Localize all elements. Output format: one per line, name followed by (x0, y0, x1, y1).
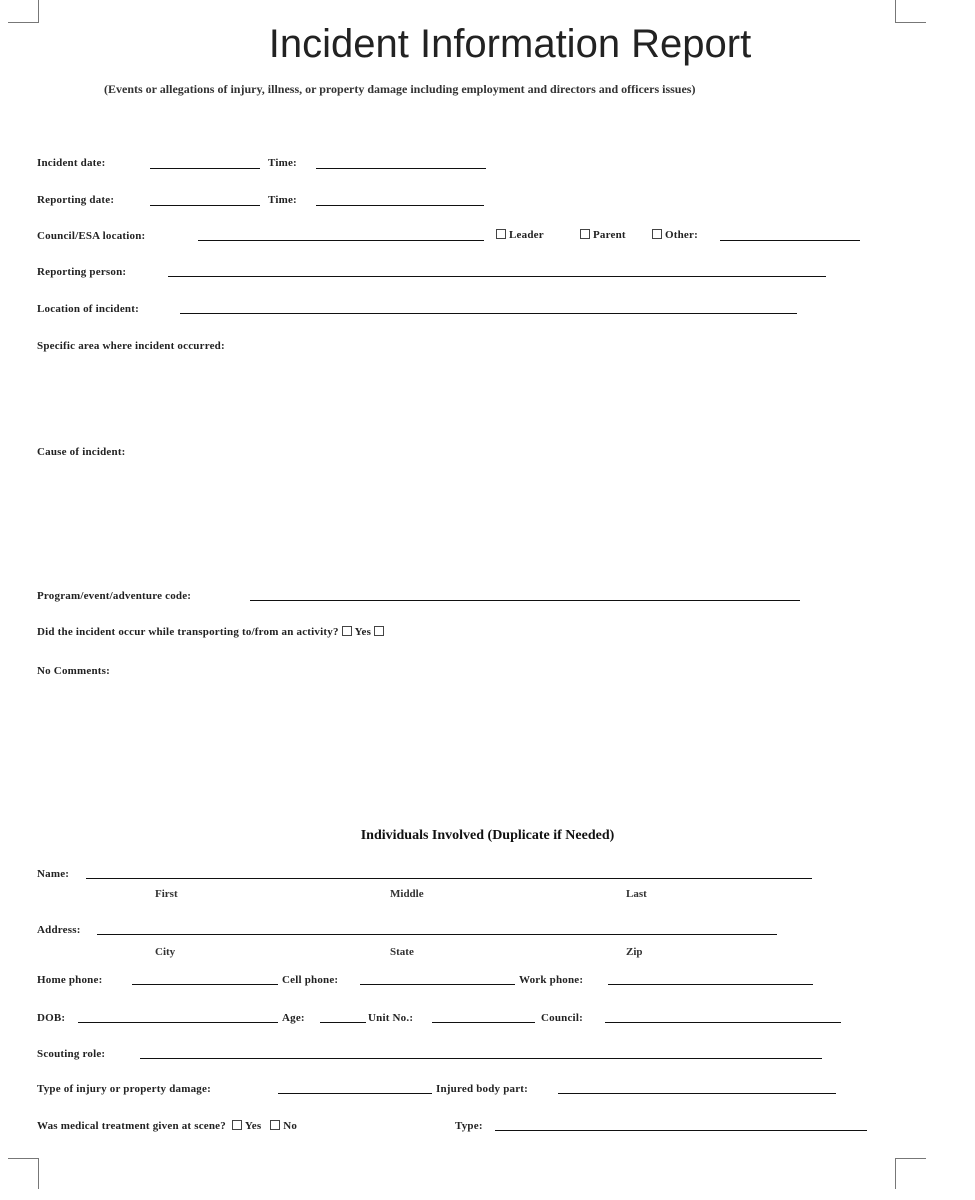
parent-option[interactable] (580, 229, 626, 241)
program-code-field[interactable] (250, 600, 800, 601)
dob-field[interactable] (78, 1022, 278, 1023)
leader-checkbox[interactable] (496, 229, 506, 239)
other-option[interactable] (652, 229, 698, 241)
document-subtitle: (Events or allegations of injury, illness, or property damage including employment and directors and officers issues) (104, 82, 696, 96)
no-checkbox[interactable] (374, 626, 384, 636)
no-comments-label: No Comments: (37, 665, 110, 677)
home-phone-field[interactable] (132, 984, 278, 985)
medical-yes-label: Yes (244, 1120, 262, 1132)
medical-question-text: Was medical treatment given at scene? (37, 1120, 226, 1132)
yes-checkbox[interactable] (342, 626, 352, 636)
cause-of-incident-label: Cause of incident: (37, 446, 126, 458)
crop-mark-top-left (8, 0, 39, 23)
type-label: Type: (455, 1120, 483, 1132)
address-field[interactable] (97, 934, 777, 935)
location-of-incident-field[interactable] (180, 313, 797, 314)
state-caption: State (390, 946, 414, 958)
dob-label: DOB: (37, 1012, 66, 1024)
name-field[interactable] (86, 878, 812, 879)
leader-option-label: Leader (509, 229, 544, 241)
last-name-caption: Last (626, 888, 647, 900)
reporting-time-field[interactable] (316, 205, 484, 206)
injury-type-label: Type of injury or property damage: (37, 1083, 211, 1095)
middle-name-caption: Middle (390, 888, 424, 900)
scouting-role-field[interactable] (140, 1058, 822, 1059)
program-code-label: Program/event/adventure code: (37, 590, 192, 602)
reporting-person-label: Reporting person: (37, 266, 127, 278)
council-location-label: Council/ESA location: (37, 230, 146, 242)
parent-option-label: Parent (593, 229, 626, 241)
crop-mark-top-right (895, 0, 926, 23)
time-label: Time: (268, 194, 297, 206)
crop-mark-bottom-right (895, 1158, 926, 1189)
work-phone-field[interactable] (608, 984, 813, 985)
age-field[interactable] (320, 1022, 366, 1023)
address-label: Address: (37, 924, 81, 936)
reporting-date-field[interactable] (150, 205, 260, 206)
medical-no-label: No (283, 1120, 298, 1132)
individuals-section-title: Individuals Involved (Duplicate if Needed) (360, 828, 615, 843)
medical-question (37, 1120, 297, 1132)
parent-checkbox[interactable] (580, 229, 590, 239)
incident-time-field[interactable] (316, 168, 486, 169)
injury-type-field[interactable] (278, 1093, 432, 1094)
transporting-question-text: Did the incident occur while transporting to/from an activity? (37, 626, 339, 638)
council-location-field[interactable] (198, 240, 484, 241)
location-of-incident-label: Location of incident: (37, 303, 139, 315)
incident-date-label: Incident date: (37, 157, 106, 169)
city-caption: City (155, 946, 176, 958)
other-field[interactable] (720, 240, 860, 241)
council-field[interactable] (605, 1022, 841, 1023)
transporting-question (37, 626, 387, 638)
home-phone-label: Home phone: (37, 974, 103, 986)
first-name-caption: First (155, 888, 178, 900)
crop-mark-bottom-left (8, 1158, 39, 1189)
injured-body-part-label: Injured body part: (436, 1083, 529, 1095)
medical-yes-checkbox[interactable] (232, 1120, 242, 1130)
work-phone-label: Work phone: (519, 974, 584, 986)
unit-no-label: Unit No.: (368, 1012, 414, 1024)
incident-date-field[interactable] (150, 168, 260, 169)
document-title: Incident Information Report (268, 22, 752, 66)
medical-no-checkbox[interactable] (270, 1120, 280, 1130)
unit-no-field[interactable] (432, 1022, 535, 1023)
type-field[interactable] (495, 1130, 867, 1131)
other-checkbox[interactable] (652, 229, 662, 239)
age-label: Age: (282, 1012, 305, 1024)
zip-caption: Zip (626, 946, 643, 958)
name-label: Name: (37, 868, 70, 880)
leader-option[interactable] (496, 229, 544, 241)
reporting-person-field[interactable] (168, 276, 826, 277)
injured-body-part-field[interactable] (558, 1093, 836, 1094)
reporting-date-label: Reporting date: (37, 194, 115, 206)
cell-phone-field[interactable] (360, 984, 515, 985)
specific-area-label: Specific area where incident occurred: (37, 340, 225, 352)
yes-option-label: Yes (354, 626, 372, 638)
cell-phone-label: Cell phone: (282, 974, 339, 986)
council-label: Council: (541, 1012, 583, 1024)
other-option-label: Other: (665, 229, 698, 241)
scouting-role-label: Scouting role: (37, 1048, 106, 1060)
time-label: Time: (268, 157, 297, 169)
